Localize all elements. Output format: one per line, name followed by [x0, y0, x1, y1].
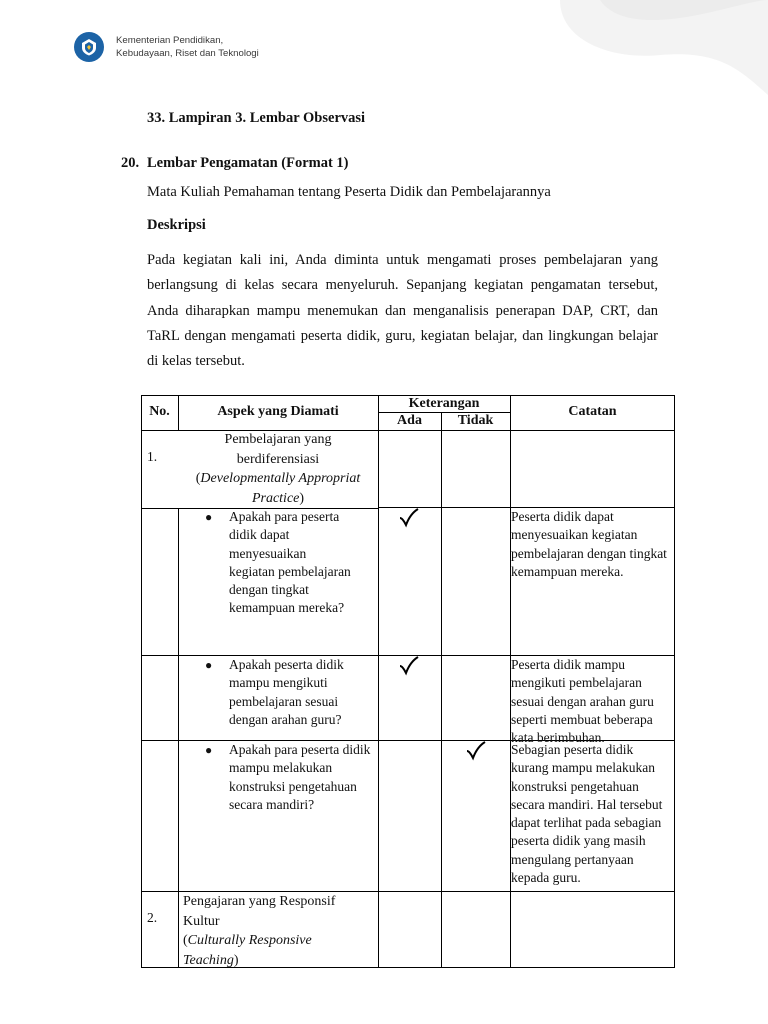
tut-wuri-handayani-logo — [74, 32, 104, 62]
bullet-icon: ● — [205, 743, 213, 757]
description-heading: Deskripsi — [147, 217, 206, 233]
section-1-title-italic: Developmentally Appropriat Practice — [200, 471, 361, 506]
table-row-3-note: Sebagian peserta didik kurang mampu melakukan konstruksi pengetahuan secara mandiri. Hal tersebut dapat terlihat pada sebagian peserta didik yang masih mengulang pertanyaan kepada guru. — [511, 742, 663, 886]
section-2-title-italic: Culturally Responsive Teaching — [183, 933, 312, 968]
organization-name — [116, 34, 259, 60]
section-2-title — [183, 892, 343, 970]
appendix-title: 33. Lampiran 3. Lembar Observasi — [147, 110, 366, 126]
bullet-icon: ● — [205, 510, 213, 524]
column-header-ada: Ada — [397, 413, 422, 428]
organization-name-line2: Kebudayaan, Riset dan Teknologi — [116, 48, 259, 59]
section-1-title-line2: berdiferensiasi — [236, 451, 320, 467]
section-title: Lembar Pengamatan (Format 1) — [147, 155, 349, 171]
column-header-aspect: Aspek yang Diamati — [217, 404, 339, 419]
section-1-number: 1. — [147, 449, 158, 464]
section-2-title-english: (Culturally Responsive Teaching) — [183, 933, 312, 968]
section-number: 20. — [121, 155, 140, 171]
section-1-title — [178, 430, 378, 508]
column-header-tidak: Tidak — [457, 413, 494, 428]
description-paragraph: Pada kegiatan kali ini, Anda diminta untuk mengamati proses pembelajaran yang berlangsung di kelas secara menyeluruh. Sepanjang kegiatan pengamatan tersebut, Anda diharapkan mampu menemukan dan menganalisis penerapan DAP, CRT, dan TaRL dengan mengamati peserta didik, guru, kegiatan belajar, dan lingkungan belajar di kelas tersebut. — [147, 252, 658, 370]
header — [74, 32, 259, 62]
checkmark-icon — [398, 507, 420, 529]
table-row-2-aspect: ● Apakah peserta didik mampu mengikuti pembelajaran sesuai dengan arahan guru? — [205, 657, 344, 727]
table-row-1-aspect: ● Apakah para peserta didik dapat menyesuaikan kegiatan pembelajaran dengan tingkat kemampuan mereka? — [205, 509, 351, 616]
organization-name-line1: Kementerian Pendidikan, — [116, 35, 224, 46]
section-1-title-english: (Developmentally Appropriat Practice) — [195, 471, 361, 506]
course-name: Mata Kuliah Pemahaman tentang Peserta Didik dan Pembelajarannya — [147, 184, 551, 200]
section-heading — [121, 155, 349, 172]
section-1-title-line1: Pembelajaran yang — [224, 432, 332, 447]
checkmark-icon — [398, 655, 420, 677]
table-row-3-aspect: ● Apakah para peserta didik mampu melakukan konstruksi pengetahuan secara mandiri? — [205, 742, 371, 812]
column-header-no: No. — [149, 404, 170, 419]
column-header-catatan: Catatan — [568, 404, 617, 419]
section-2-title-line: Pengajaran yang Responsif Kultur — [183, 894, 336, 929]
column-header-keterangan: Keterangan — [408, 396, 480, 411]
checkmark-icon — [465, 740, 487, 762]
table-row-1-note: Peserta didik dapat menyesuaikan kegiatan pembelajaran dengan tingkat kemampuan mereka. — [511, 509, 667, 579]
table-row-2-note: Peserta didik mampu mengikuti pembelajaran sesuai dengan arahan guru seperti membuat beberapa kata berimbuhan. — [511, 657, 654, 746]
bullet-icon: ● — [205, 658, 213, 672]
section-2-number: 2. — [147, 910, 158, 925]
